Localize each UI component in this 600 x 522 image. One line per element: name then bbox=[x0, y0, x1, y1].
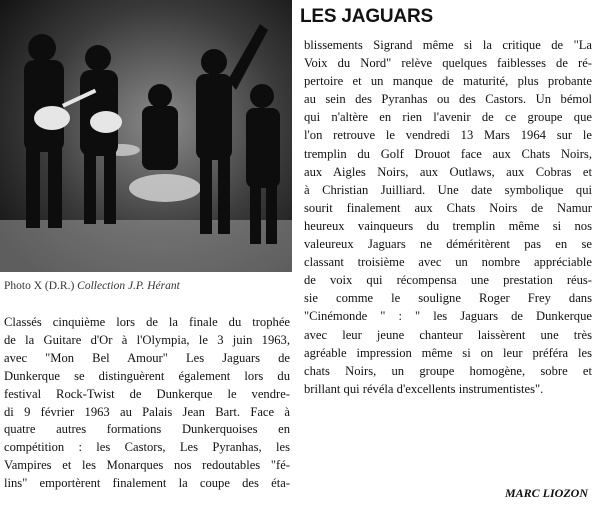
caption-credit: Photo X (D.R.) bbox=[4, 280, 75, 292]
text-line: Vampires et les Monarques nos redoutables "fé- bbox=[4, 458, 290, 473]
author-signature: MARC LIOZON bbox=[504, 486, 588, 500]
text-line: tremplin du Golf Drouot face aux Chats Noirs, bbox=[304, 146, 592, 161]
text-line: compétition : les Castors, Les Pyranhas, les bbox=[4, 440, 290, 455]
text-line: brillant qui révéla d'excellents instrumentistes". bbox=[304, 381, 544, 396]
text-line: de voix qui récompensa une prestation réus- bbox=[304, 273, 592, 288]
text-line: de la Guitare d'Or à l'Olympia, le 3 juin 1963, bbox=[4, 332, 290, 347]
text-line: lins" emportèrent finalement la coupe des éta- bbox=[4, 476, 290, 491]
text-line: sie comme le souligne Roger Frey dans bbox=[304, 291, 592, 306]
text-line: chats Noirs, un groupe homogène, sobre et bbox=[304, 363, 592, 378]
text-line: di 9 février 1963 au Palais Jean Bart. Face à bbox=[4, 404, 290, 419]
text-line: valeureux Jaguars ne déméritèrent pas en se bbox=[304, 237, 592, 252]
band-photo-image bbox=[0, 0, 292, 272]
text-line: à Christian Juilliard. Une date symbolique qui bbox=[304, 182, 592, 197]
text-line: avec leur jeune chanteur laissèrent une très bbox=[304, 327, 592, 342]
text-line: classant troisième avec un nombre appréciable bbox=[304, 255, 592, 270]
text-line: Classés cinquième lors de la finale du trophée bbox=[4, 315, 290, 329]
article-title: LES JAGUARS bbox=[300, 6, 433, 27]
text-line: avec "Mon Bel Amour" Les Jaguars de bbox=[4, 350, 290, 365]
photo-caption bbox=[4, 280, 292, 292]
band-photo bbox=[0, 0, 292, 272]
article-column-right bbox=[304, 36, 592, 398]
caption-collection: Collection J.P. Hérant bbox=[77, 280, 180, 292]
text-line: agréable impression même si on leur préféra les bbox=[304, 345, 592, 360]
article-column-left bbox=[4, 314, 290, 493]
text-line: Dunkerque se distinguèrent également lors du bbox=[4, 368, 290, 383]
text-line: pertoire et un manque de maturité, plus probante bbox=[304, 74, 592, 89]
text-line: Voix du Nord" relève quelques faiblesses de ré- bbox=[304, 56, 592, 71]
text-line: qui n'altère en rien l'avenir de ce groupe que bbox=[304, 110, 592, 125]
text-line: sourit finalement aux Chats Noirs de Namur bbox=[304, 200, 592, 215]
text-line: heureux vainqueurs du tremplin même si nos bbox=[304, 218, 592, 233]
text-line: l'on retrouve le vendredi 13 Mars 1964 sur le bbox=[304, 128, 592, 143]
text-line: festival Rock-Twist de Dunkerque le vendre- bbox=[4, 386, 290, 401]
text-line: au sein des Pyranhas ou des Castors. Un bémol bbox=[304, 92, 592, 107]
text-line: quatre autres formations Dunkerquoises en bbox=[4, 422, 290, 437]
text-line: blissements Sigrand même si la critique de "La bbox=[304, 38, 592, 52]
text-line: "Cinémonde " : " les Jaguars de Dunkerque bbox=[304, 309, 592, 324]
text-line: aux Aigles Noirs, aux Outlaws, aux Cobras et bbox=[304, 164, 592, 179]
